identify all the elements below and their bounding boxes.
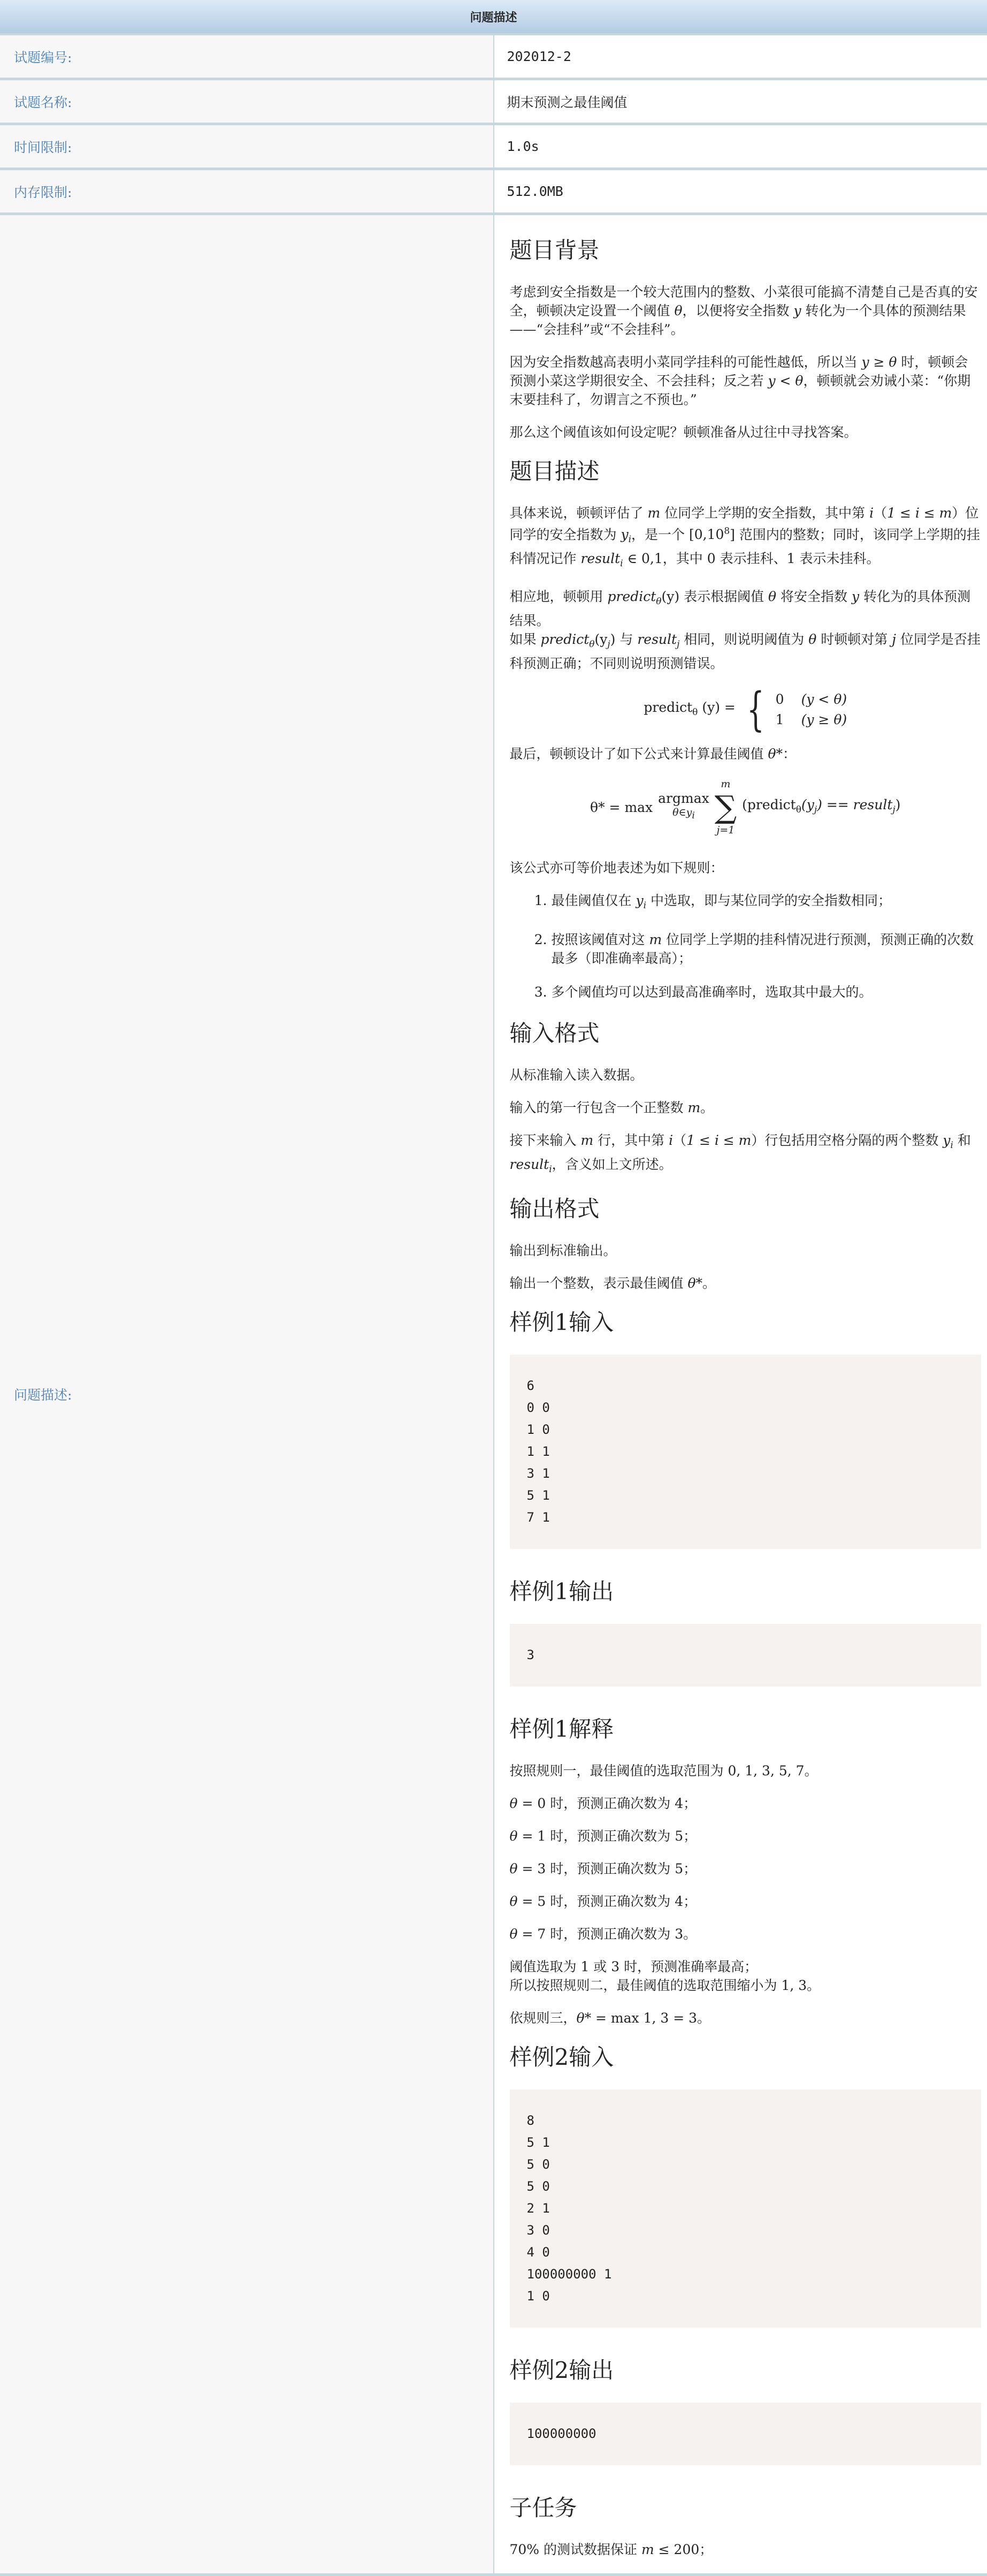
text-run: 位同学上学期的安全指数，其中第: [660, 505, 869, 521]
text-run: ；: [699, 2542, 713, 2557]
paragraph: [510, 1761, 982, 1780]
list-item: [552, 930, 982, 968]
text-run: ，含义如上文所述。: [552, 1157, 672, 1172]
math-expression: 1, 3: [781, 1978, 807, 1993]
math-subscript: θ: [692, 707, 698, 718]
paragraph: [510, 744, 982, 763]
paragraph: [510, 353, 982, 409]
math-expression: 3: [611, 1959, 619, 1974]
formula-body-end: ) == result$_j$: [817, 797, 896, 812]
problem-content: [495, 216, 987, 2559]
sample-code-block: 3: [510, 1624, 982, 1686]
math-expression: 0, 1, 3, 5, 7: [728, 1763, 804, 1779]
math-expression: 5: [675, 1828, 683, 1844]
math-subscript: θ: [796, 804, 801, 815]
section-heading: 样例1输出: [510, 1576, 982, 1608]
formula-lhs-tail: (y) =: [698, 700, 735, 715]
paragraph: [510, 1957, 982, 1995]
section-heading: 输入格式: [510, 1017, 982, 1050]
text-run: 时，预测正确次数为: [546, 1796, 675, 1811]
text-run: 和: [953, 1133, 971, 1148]
section-heading: 题目描述: [510, 455, 982, 488]
math-expression: result$_j$: [637, 632, 679, 647]
sum-upper: m: [721, 777, 730, 791]
section-heading: 子任务: [510, 2492, 982, 2524]
text-run: 。: [700, 1100, 714, 1115]
case-row: [776, 689, 847, 710]
math-expression: result$_i$: [580, 551, 623, 566]
math-expression: θ*: [768, 746, 783, 762]
info-row-memory: [0, 169, 987, 214]
math-subscript: i: [950, 1140, 953, 1151]
math-expression: m: [580, 1133, 593, 1148]
section-heading: 样例1输入: [510, 1306, 982, 1339]
predict-formula: [510, 687, 982, 733]
section-heading: 样例1解释: [510, 1713, 982, 1745]
math-expression: = max 1, 3 = 3: [591, 2010, 697, 2026]
text-run: 表示未挂科。: [795, 551, 880, 566]
paragraph: [510, 1098, 982, 1117]
math-expression: m: [647, 505, 660, 521]
text-run: ，其中: [663, 551, 707, 566]
math-subscript: i: [692, 810, 694, 821]
math-expression: = 1: [518, 1828, 546, 1844]
text-run: ；: [683, 1828, 697, 1844]
text-run: 如果: [510, 632, 541, 647]
text-run: 时，预测正确次数为: [546, 1861, 675, 1876]
math-subscript: i: [620, 558, 623, 569]
math-expression: predict$_\theta$: [607, 589, 661, 604]
section-heading: 输出格式: [510, 1193, 982, 1225]
text-run: ；: [683, 1796, 697, 1811]
text-run: 那么这个阈值该如何设定呢？顿顿准备从过往中寻找答案。: [510, 424, 858, 440]
math-expression: ): [610, 632, 616, 647]
sample-code-block: 6 0 0 1 0 1 1 3 1 5 1 7 1: [510, 1355, 982, 1549]
text-run: 输入的第一行包含一个正整数: [510, 1100, 688, 1115]
math-expression: 4: [675, 1894, 683, 1909]
math-expression: (y: [595, 632, 608, 647]
math-expression: ≤ 200: [654, 2542, 700, 2557]
math-expression: 5: [675, 1861, 683, 1876]
text-run: 阈值选取为: [510, 1959, 581, 1974]
math-expression: θ: [510, 1926, 518, 1942]
paragraph: [510, 283, 982, 339]
math-subscript: θ: [589, 639, 594, 650]
paragraph: [510, 1241, 982, 1260]
paragraph: [510, 1827, 982, 1845]
text-run: 该公式亦可等价地表述为如下规则：: [510, 860, 724, 876]
math-expression: = 7: [518, 1926, 546, 1942]
row-label: 内存限制:: [0, 169, 494, 214]
text-run: ，是一个: [631, 527, 689, 542]
rules-list: [510, 891, 982, 1001]
math-expression: 1: [787, 551, 795, 566]
formula-body-tail: ($y_j$: [801, 797, 817, 812]
sample-code-block: 8 5 1 5 0 5 0 2 1 3 0 4 0 100000000 1 1 0: [510, 2089, 982, 2328]
text-run: ）位同学的安全指数为: [510, 505, 979, 542]
paragraph: [510, 1925, 982, 1943]
row-value: 512.0MB: [494, 169, 987, 214]
math-expression: = 5: [518, 1894, 546, 1909]
text-run: 输出到标准输出。: [510, 1243, 617, 1258]
info-row-id: [0, 34, 987, 79]
text-run: 。: [805, 1763, 818, 1779]
math-expression: $y_i$: [943, 1133, 953, 1148]
math-subscript: j: [892, 804, 895, 815]
text-run: 时，预测正确次数为: [546, 1894, 675, 1909]
text-run: 从标准输入读入数据。: [510, 1067, 644, 1083]
math-subscript: i: [549, 1164, 552, 1175]
math-expression: result$_i$: [510, 1157, 552, 1172]
math-expression: 4: [675, 1796, 683, 1811]
text-run: 多个阈值均可以达到最高准确率时，选取其中最大的。: [552, 984, 873, 1000]
paragraph: [510, 1274, 982, 1293]
math-expression: = 0: [518, 1796, 546, 1811]
formula-cases: [776, 689, 847, 730]
math-expression: θ: [510, 1796, 518, 1811]
text-run: 位同学上学期的挂科情况进行预测，预测正确的次数最多（即准确率最高）；: [552, 932, 974, 966]
math-expression: θ: [510, 1861, 518, 1876]
paragraph: [510, 1066, 982, 1084]
text-run: 。: [702, 1275, 716, 1291]
description-row: [0, 214, 987, 2575]
math-expression: 0: [707, 551, 716, 566]
sum-lower: j=1: [716, 823, 734, 837]
text-run: 依规则三，: [510, 2010, 577, 2026]
paragraph: [510, 423, 982, 442]
math-expression: y: [793, 303, 801, 318]
text-run: 接下来输入: [510, 1133, 581, 1148]
text-run: （: [874, 505, 887, 521]
case-value: 0: [776, 689, 801, 710]
math-expression: θ*: [687, 1275, 702, 1291]
math-expression: 1 ≤ i ≤ m: [686, 1133, 751, 1148]
math-expression: j: [892, 632, 896, 647]
math-subscript: j: [677, 639, 679, 650]
math-expression: θ*: [577, 2010, 592, 2026]
text-run: 转化为一个具体的预测结果——“会挂科”或“不会挂科”。: [510, 303, 966, 337]
math-expression: 70%: [510, 2542, 540, 2557]
text-run: ）行包括用空格分隔的两个整数: [751, 1133, 943, 1148]
text-run: 具体来说，顿顿评估了: [510, 505, 648, 521]
argmax-label: argmax: [658, 792, 709, 806]
paragraph: [510, 2540, 982, 2559]
math-expression: θ: [510, 1894, 518, 1909]
math-expression: θ: [674, 303, 682, 318]
text-run: 。: [683, 1926, 697, 1942]
text-run: ；: [683, 1861, 697, 1876]
text-run: 表示根据阈值: [679, 589, 768, 604]
text-run: 中选取，即与某位同学的安全指数相同；: [646, 893, 891, 908]
math-expression: [0,10$^8$: [689, 527, 730, 542]
section-heading: 题目背景: [510, 234, 982, 267]
math-expression: $y_i$: [636, 893, 646, 908]
sum-symbol: ∑: [715, 791, 737, 823]
row-value: 1.0s: [494, 124, 987, 169]
text-run: 时顿顿对第: [816, 632, 892, 647]
math-expression: y < θ: [768, 373, 803, 389]
formula-lhs: predict$_\theta$ (y) =: [644, 698, 736, 722]
text-run: 相应地，顿顿用: [510, 589, 608, 604]
math-expression: y ≥ θ: [861, 354, 897, 370]
math-subscript: j: [607, 639, 610, 650]
case-condition: (y ≥ θ): [801, 712, 847, 727]
text-run: 与: [615, 632, 637, 647]
paragraph: [510, 1131, 982, 1179]
text-run: 时，预测正确次数为: [546, 1926, 675, 1942]
math-expression: θ: [808, 632, 816, 647]
text-run: 按照该阈值对这: [552, 932, 649, 947]
math-expression: 1: [580, 1959, 589, 1974]
row-value: 期末预测之最佳阈值: [494, 79, 987, 124]
math-subscript: θ: [656, 596, 661, 607]
text-run: 表示挂科、: [716, 551, 787, 566]
row-label: 试题名称:: [0, 79, 494, 124]
argmax-subscript: $\theta\in y_i$: [672, 806, 695, 823]
text-run: ，以便将安全指数: [683, 303, 794, 318]
text-run: 最后，顿顿设计了如下公式来计算最佳阈值: [510, 746, 768, 762]
text-run: （: [673, 1133, 686, 1148]
math-expression: m: [687, 1100, 700, 1115]
math-expression: ∈ 0,1: [623, 551, 663, 566]
math-subscript: i: [629, 534, 631, 545]
text-run: 。: [697, 2010, 710, 2026]
formula-close: ): [896, 797, 901, 812]
paragraph: [510, 1892, 982, 1911]
text-run: 位同学是否挂科预测正确；不同则说明预测错误。: [510, 632, 981, 671]
math-subscript: j: [814, 804, 817, 815]
math-expression: $y_i$: [621, 527, 631, 542]
math-expression: predict$_\theta$: [540, 632, 594, 647]
paragraph: [510, 2009, 982, 2027]
row-value: 202012-2: [494, 34, 987, 79]
text-run: 行，其中第: [593, 1133, 669, 1148]
list-item: [552, 983, 982, 1001]
math-superscript: 8: [724, 526, 730, 537]
text-run: 所以按照规则二，最佳阈值的选取范围缩小为: [510, 1978, 782, 1993]
list-item: [552, 891, 982, 915]
text-run: 相同，则说明阈值为: [679, 632, 808, 647]
case-condition: (y < θ): [801, 692, 847, 707]
case-row: [776, 710, 847, 730]
text-run: 或: [589, 1959, 611, 1974]
info-row-name: [0, 79, 987, 124]
paragraph: [510, 1859, 982, 1878]
text-run: 考虑到安全指数是一个较大范围内的整数、小菜很可能搞不清楚自己是否真的安全，顿顿决定设置一个阈值: [510, 284, 978, 318]
section-heading: 样例2输出: [510, 2354, 982, 2387]
text-run: 时，预测准确率最高；: [619, 1959, 758, 1974]
paragraph: [510, 587, 982, 673]
text-run: 将安全指数: [776, 589, 852, 604]
math-expression: = 3: [518, 1861, 546, 1876]
paragraph: [510, 504, 982, 573]
math-expression: y: [852, 589, 859, 604]
brace-symbol: {: [747, 687, 764, 733]
row-label: 问题描述:: [0, 214, 494, 2575]
math-expression: m: [641, 2542, 654, 2557]
math-expression: i: [869, 505, 874, 521]
math-expression: i: [669, 1133, 673, 1148]
math-expression: (y): [662, 589, 680, 604]
sum-operator: [715, 777, 737, 837]
row-label: 时间限制:: [0, 124, 494, 169]
text-run: ；: [683, 1894, 697, 1909]
paragraph: [510, 1794, 982, 1813]
text-run: 时，预测正确次数为: [546, 1828, 675, 1844]
argmax-operator: [658, 792, 709, 823]
paragraph: [510, 858, 982, 877]
text-run: 因为安全指数越高表明小菜同学挂科的可能性越低，所以当: [510, 354, 862, 370]
best-threshold-formula: [510, 777, 982, 837]
text-run: ：: [783, 746, 796, 762]
text-run: 转化为的具体预测结果。: [510, 589, 971, 628]
table-header: 问题描述: [0, 0, 987, 34]
text-run: 范围内的整数；同时，该同学上学期的挂科情况记作: [510, 527, 980, 566]
formula-lhs: θ* = max: [590, 798, 653, 817]
text-run: 最佳阈值仅在: [552, 893, 636, 908]
math-expression: ]: [730, 527, 735, 542]
case-value: 1: [776, 710, 801, 730]
math-expression: m: [649, 932, 662, 947]
text-run: 按照规则一，最佳阈值的选取范围为: [510, 1763, 728, 1779]
text-run: 输出一个整数，表示最佳阈值: [510, 1275, 688, 1291]
sample-code-block: 100000000: [510, 2403, 982, 2465]
math-expression: 3: [675, 1926, 683, 1942]
math-expression: θ: [510, 1828, 518, 1844]
info-row-time: [0, 124, 987, 169]
formula-body: ($predict_\theta(y_j)$ == result$_j$): [742, 795, 900, 819]
math-expression: 1 ≤ i ≤ m: [887, 505, 952, 521]
row-label: 试题编号:: [0, 34, 494, 79]
text-run: 的测试数据保证: [539, 2542, 641, 2557]
text-run: 。: [807, 1978, 820, 1993]
section-heading: 样例2输入: [510, 2041, 982, 2073]
math-expression: θ: [768, 589, 776, 604]
text-run: 时，顿顿会预测小菜这学期很安全、不会挂科；反之若: [510, 354, 968, 389]
text-run: ，顿顿就会劝诫小菜：“你期末要挂科了，勿谓言之不预也。”: [510, 373, 971, 407]
math-subscript: i: [644, 900, 646, 911]
